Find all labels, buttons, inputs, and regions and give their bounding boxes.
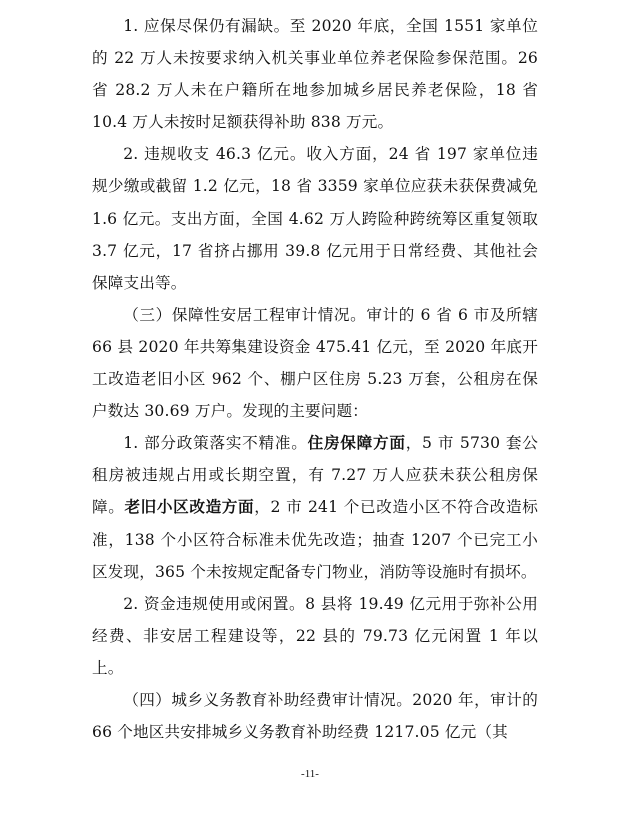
policy-text-3: ，2 市 241 个已改造小区不符合改造标准，138 个小区符合标准未优先改造；抽查 1207 个已完工小区发现，365 个未按规定配备专门物业，消防等设施时有损坏。 [92,498,538,581]
paragraph-illegal-revenue: 2. 违规收支 46.3 亿元。收入方面，24 省 197 家单位违规少缴或截留 1.2 亿元，18 省 3359 家单位应获未获保费减免 1.6 亿元。支出方面，全国 4.62 万人跨险种跨统筹区重复领取 3.7 亿元，17 省挤占挪用 39.8 亿元用于日常经费、其他社会保障支出等。 [92,145,538,292]
paragraph-education-audit: （四）城乡义务教育补助经费审计情况。2020 年，审计的 66 个地区共安排城乡义务教育补助经费 1217.05 亿元（其 [92,690,538,742]
bold-housing-security: 住房保障方面 [307,434,406,453]
policy-text-1: 1. 部分政策落实不精准。 [123,434,308,453]
policy-text-2: ，5 市 5730 套公租房被违规占用或长期空置，有 7.27 万人应获未获公租房保障。 [92,434,538,517]
body-text [92,10,538,748]
paragraph-housing-audit: （三）保障性安居工程审计情况。审计的 6 省 6 市及所辖 66 县 2020 年共筹集建设资金 475.41 亿元，至 2020 年底开工改造老旧小区 962 个、棚户区住房 5.23 万套，公租房在保户数达 30.69 万户。发现的主要问题： [92,305,538,421]
paragraph-pension-coverage: 1. 应保尽保仍有漏缺。至 2020 年底，全国 1551 家单位的 22 万人未按要求纳入机关事业单位养老保险参保范围。26 省 28.2 万人未在户籍所在地参加城乡居民养老保险，18 省 10.4 万人未按时足额获得补助 838 万元。 [92,17,538,132]
paragraph-policy-implementation [92,427,538,587]
paragraph-fund-misuse: 2. 资金违规使用或闲置。8 县将 19.49 亿元用于弥补公用经费、非安居工程建设等，22 县的 79.73 亿元闲置 1 年以上。 [92,594,538,677]
bold-old-community: 老旧小区改造方面 [124,498,255,517]
page-number: -11- [301,768,319,780]
